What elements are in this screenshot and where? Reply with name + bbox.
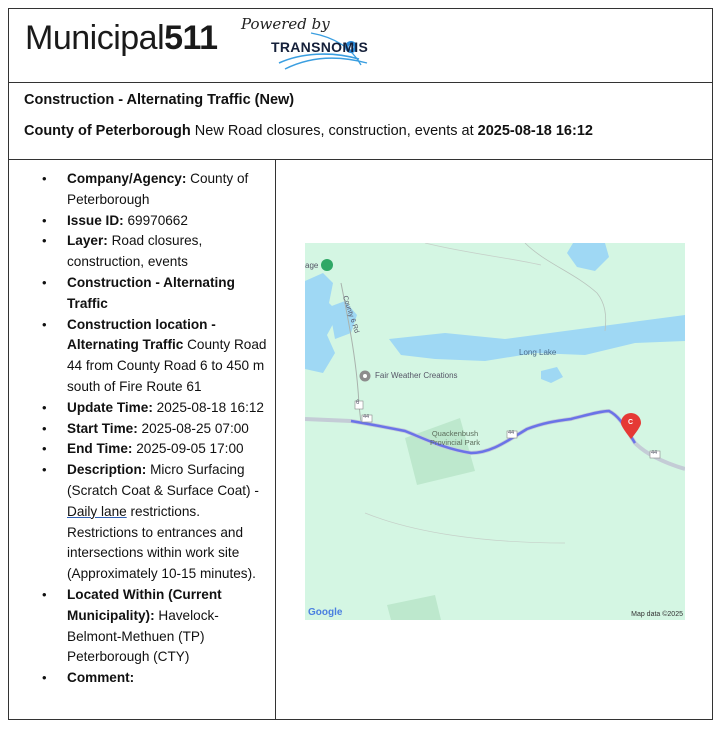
poi-label: Fair Weather Creations [375,371,458,380]
map-data-attribution: Map data ©2025 [631,611,683,618]
field-construction-location: • Construction location - Alternating Traffic County Road 44 from County Road 6 to 450 m south of Fire Route 61 [9,315,275,398]
title-row [9,83,712,160]
shield-44-east-label: 44 [651,450,658,456]
event-timestamp: 2025-08-18 16:12 [477,123,593,139]
lake-north [567,243,609,271]
report-frame [8,8,713,720]
details-list [9,169,275,689]
field-layer: • Layer: Road closures, construction, events [9,231,275,273]
shield-6-label: 6 [356,400,360,406]
pond [541,367,563,383]
field-company: • Company/Agency: County of Peterborough [9,169,275,211]
park-poi-icon [321,259,333,271]
park-area-south [387,595,441,620]
header-row [9,9,712,83]
field-start-time: • Start Time: 2025-08-25 07:00 [9,419,275,440]
field-description: • Description: Micro Surfacing (Scratch Coat & Surface Coat) - Daily lane restrictions. Restrictions to entrances and intersections within work site (Approximately 10-15 minutes). [9,460,275,585]
incident-marker-label: C [628,419,634,426]
field-located-within: • Located Within (Current Municipality): Havelock-Belmont-Methuen (TP) Peterborough (CTY) [9,585,275,668]
minor-road-3 [365,513,565,543]
poi-partial-label: age [305,261,319,270]
shield-44-west-label: 44 [363,414,370,420]
field-update-time: • Update Time: 2025-08-18 16:12 [9,398,275,419]
location-map[interactable] [305,243,685,620]
transnomis-wordmark: TRANSNOMIS [271,39,369,55]
shield-44-mid-label: 44 [508,430,515,436]
map-column [276,160,712,719]
daily-lane-text: Daily lane [67,503,127,519]
event-subtitle: County of Peterborough New Road closures, construction, events at 2025-08-18 16:12 [24,123,593,139]
municipal511-logo: Municipal511 [25,19,218,57]
transnomis-logo [241,15,381,75]
incident-marker-icon [621,413,641,439]
field-end-time: • End Time: 2025-09-05 17:00 [9,439,275,460]
google-logo: Google [308,607,343,618]
map-graphic [305,243,685,620]
field-issue-id: • Issue ID: 69970662 [9,211,275,232]
event-title: Construction - Alternating Traffic (New) [24,92,295,108]
agency-name: County of Peterborough [24,123,191,139]
lake-label: Long Lake [519,348,557,357]
powered-by-text: Powered by [241,15,330,33]
county-6-road-label: County 6 Rd [341,294,360,335]
minor-road-2 [425,243,541,265]
field-comment: • Comment: [9,668,275,689]
body-row [9,160,712,719]
park-label: Quackenbush Provincial Park [429,429,481,447]
field-construction-type: • Construction - Alternating Traffic [9,273,275,315]
details-column [9,160,276,719]
